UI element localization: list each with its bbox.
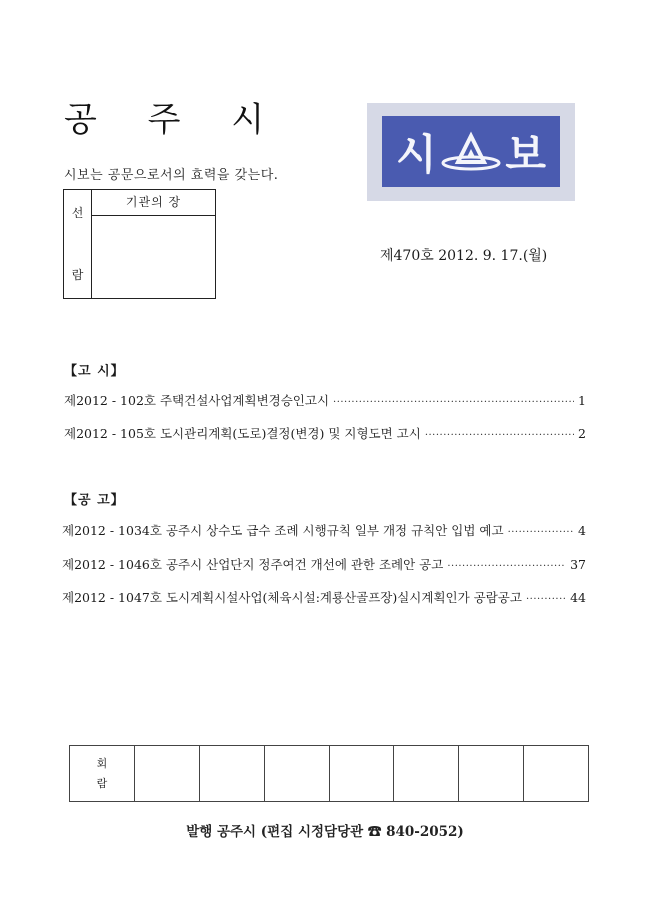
section-heading-gosi: 【고 시】 xyxy=(64,364,125,379)
sibo-logo-panel xyxy=(382,116,560,187)
publisher-footer: 발행 공주시 (편집 시정담당관 ☎ 840-2052) xyxy=(186,824,464,840)
leader-dots xyxy=(425,426,574,441)
city-title: 공 주 시 xyxy=(64,100,285,140)
toc-item[interactable] xyxy=(64,391,586,409)
review-signature-cell xyxy=(134,746,199,801)
review-signature-cell xyxy=(329,746,394,801)
review-signature-cell xyxy=(523,746,588,801)
review-label-bottom: 람 xyxy=(96,776,108,790)
issue-number-date: 제470호 2012. 9. 17.(월) xyxy=(380,248,548,264)
toc-item-page: 44 xyxy=(570,590,586,605)
logo-char-si: 시 xyxy=(396,129,437,179)
toc-item-title: 제2012 - 102호 주택건설사업계획변경승인고시 xyxy=(64,393,330,408)
toc-item[interactable] xyxy=(64,424,586,442)
legal-notice: 시보는 공문으로서의 효력을 갖는다. xyxy=(64,168,279,183)
review-signature-cell xyxy=(199,746,264,801)
toc-item-title: 제2012 - 1034호 공주시 상수도 급수 조례 시행규칙 일부 개정 규칙안 입법 예고 xyxy=(62,523,504,538)
toc-item-page: 1 xyxy=(578,393,586,408)
toc-item[interactable] xyxy=(62,588,586,606)
toc-item[interactable] xyxy=(62,521,586,539)
review-signature-cell xyxy=(393,746,458,801)
agency-head-header: 기관의 장 xyxy=(92,190,215,216)
leader-dots xyxy=(508,523,574,538)
circulation-label-bottom: 람 xyxy=(71,268,84,282)
toc-item-title: 제2012 - 1046호 공주시 산업단지 정주여건 개선에 관한 조례안 공고 xyxy=(62,557,444,572)
section-heading-gonggo: 【공 고】 xyxy=(64,493,125,508)
leader-dots xyxy=(447,557,566,572)
review-label-cell xyxy=(70,746,134,801)
toc-item-page: 37 xyxy=(570,557,586,572)
sibo-logo xyxy=(367,103,575,201)
circulation-box xyxy=(63,189,216,299)
toc-item-title: 제2012 - 105호 도시관리계획(도로)결정(변경) 및 지형도면 고시 xyxy=(64,426,421,441)
circulation-label-column xyxy=(64,190,92,298)
triangle-ripple-emblem-icon xyxy=(440,130,502,174)
toc-item-page: 4 xyxy=(578,523,586,538)
review-signature-cell xyxy=(264,746,329,801)
review-table xyxy=(69,745,589,802)
toc-item-page: 2 xyxy=(578,426,586,441)
review-label-top: 회 xyxy=(96,756,108,770)
toc-item-title: 제2012 - 1047호 도시계획시설사업(체육시설:계룡산골프장)실시계획인가 공람공고 xyxy=(62,590,522,605)
circulation-label-top: 선 xyxy=(71,206,84,220)
review-signature-cell xyxy=(458,746,523,801)
toc-item[interactable] xyxy=(62,555,586,573)
leader-dots xyxy=(333,393,574,408)
leader-dots xyxy=(526,590,566,605)
logo-char-bo: 보 xyxy=(505,129,546,179)
